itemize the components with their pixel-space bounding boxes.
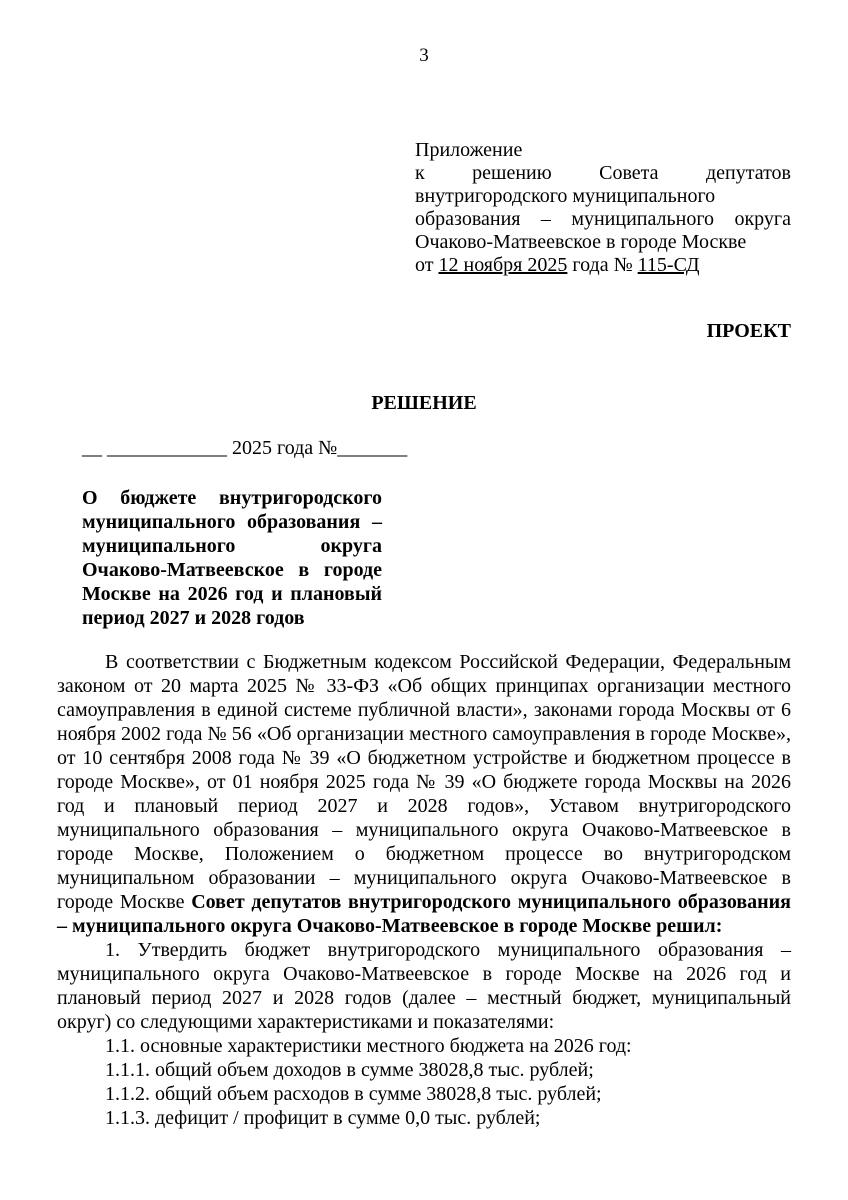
decision-heading: РЕШЕНИЕ: [371, 392, 477, 414]
doc-title: О бюджете внутригородского муниципального образования – муниципального округа Очаково-Матвеевское в городе Москве на 2026 год и плановый период 2027 и 2028 годов: [82, 487, 382, 629]
decision-date-underlined: 12 ноября 2025: [438, 254, 568, 276]
item-paragraph-1-1-3: 1.1.3. дефицит / профицит в сумме 0,0 тыс. рублей;: [105, 1107, 541, 1129]
date-prefix: от: [415, 254, 434, 276]
appendix-line: к решению Совета депутатов: [415, 162, 791, 184]
item-paragraph-1-1-1: 1.1.1. общий объем доходов в сумме 38028,8 тыс. рублей;: [105, 1059, 594, 1081]
appendix-line: внутригородского муниципального: [415, 185, 716, 207]
appendix-block: [415, 139, 791, 277]
date-blank-line: __ ____________ 2025 года №_______: [82, 437, 408, 459]
item-paragraph-1-1: 1.1. основные характеристики местного бюджета на 2026 год:: [105, 1035, 632, 1057]
appendix-date-line: [415, 254, 791, 277]
doc-body: [57, 650, 791, 1130]
appendix-line: образования – муниципального округа: [415, 208, 791, 230]
date-middle: года №: [572, 254, 633, 276]
item-paragraph-1: 1. Утвердить бюджет внутригородского муниципального образования – муниципального округа Очаково-Матвеевское в городе Москве на 2026 год и плановый период 2027 и 2028 годов (далее – местный бюджет, муниципальный округ) со следующими характеристиками и показателями:: [57, 939, 791, 1033]
intro-paragraph: [57, 650, 791, 938]
resolution-bold-text: Совет депутатов внутригородского муниципального образования – муниципального округа Очаково-Матвеевское в городе Москве решил:: [57, 891, 791, 937]
item-paragraph-1-1-2: 1.1.2. общий объем расходов в сумме 38028,8 тыс. рублей;: [105, 1083, 602, 1105]
appendix-line: Приложение: [415, 139, 523, 161]
decision-number-underlined: 115-СД: [637, 254, 700, 276]
appendix-line: Очаково-Матвеевское в городе Москве: [415, 231, 747, 253]
draft-label: ПРОЕКТ: [706, 320, 791, 342]
intro-text: В соответствии с Бюджетным кодексом Российской Федерации, Федеральным законом от 20 марта 2025 № 33-ФЗ «Об общих принципах организации местного самоуправления в единой системе публичной власти», законами города Москвы от 6 ноября 2002 года № 56 «Об организации местного самоуправления в городе Москве», от 10 сентября 2008 года № 39 «О бюджетном устройстве и бюджетном процессе в городе Москве», от 01 ноября 2025 года № 39 «О бюджете города Москвы на 2026 год и плановый период 2027 и 2028 годов», Уставом внутригородского муниципального образования – муниципального округа Очаково-Матвеевское в городе Москве, Положением о бюджетном процессе во внутригородском муниципальном образовании – муниципального округа Очаково-Матвеевское в городе Москве: [57, 651, 791, 913]
page-number: 3: [419, 45, 429, 66]
